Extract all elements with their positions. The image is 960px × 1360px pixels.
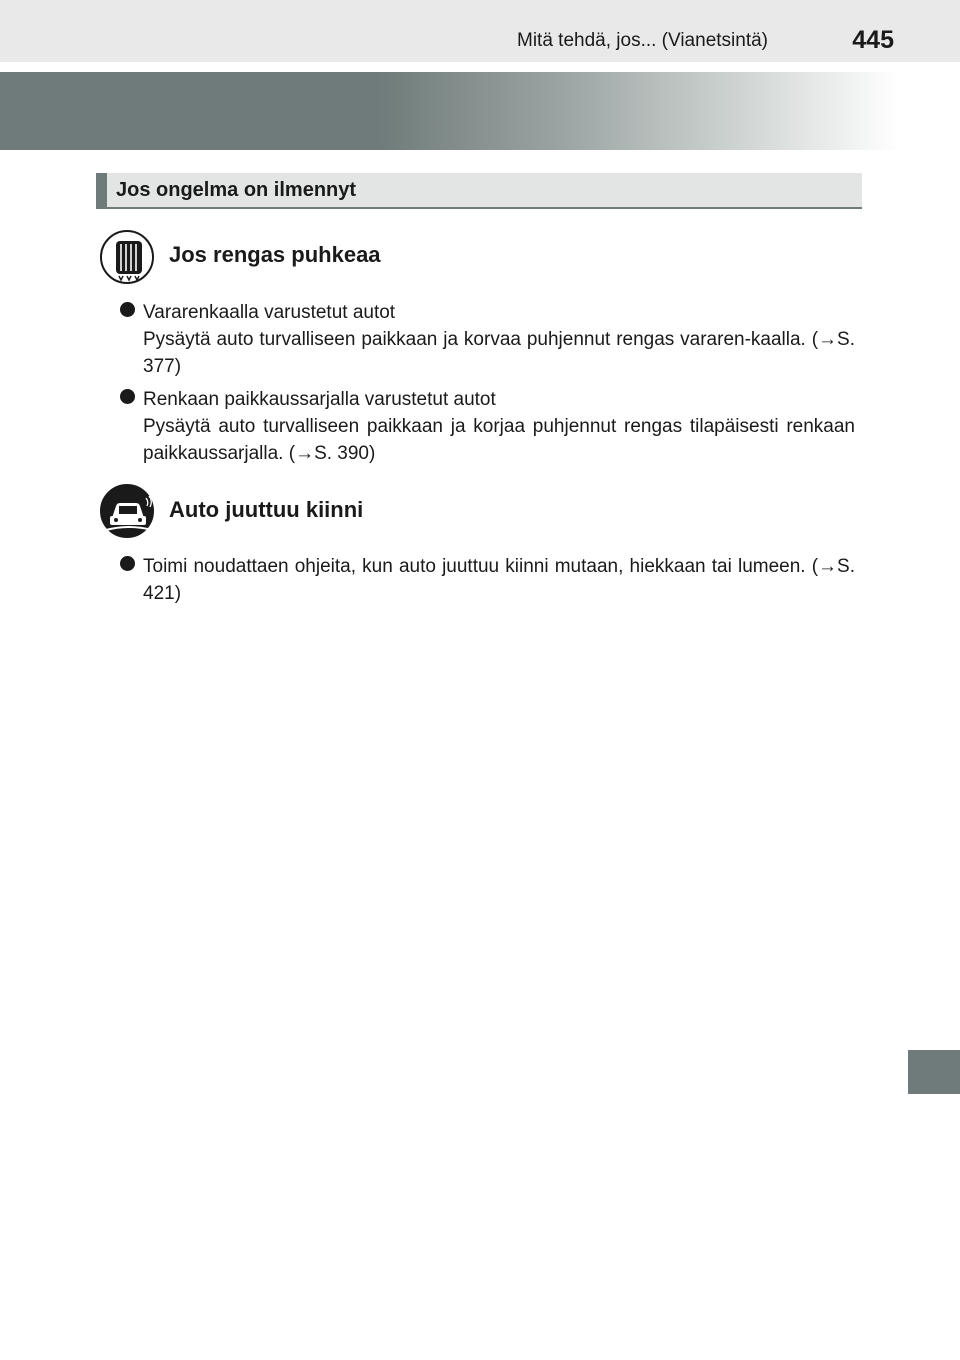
section-header <box>96 173 862 209</box>
item-title: Renkaan paikkaussarjalla varustetut autot <box>143 389 496 410</box>
chapter-title: Mitä tehdä, jos... (Vianetsintä) <box>517 30 768 51</box>
tire-icon <box>100 230 154 284</box>
item-text: Pysäytä auto turvalliseen paikkaan ja korvaa puhjennut rengas vararen-kaalla. (→S. 377) <box>143 329 855 377</box>
subsection-heading-flat-tire: Jos rengas puhkeaa <box>169 242 381 267</box>
stuck-car-icon <box>100 484 154 538</box>
page-header-band <box>0 0 960 62</box>
item-text: Pysäytä auto turvalliseen paikkaan ja korjaa puhjennut rengas tilapäisesti renkaan paikkaussarjalla. (→S. 390) <box>143 416 855 464</box>
item-text: Toimi noudattaen ohjeita, kun auto juuttuu kiinni mutaan, hiekkaan tai lumeen. (→S. 421) <box>143 556 855 604</box>
page-number: 445 <box>852 26 894 54</box>
list-item <box>120 299 855 380</box>
bullet-icon <box>120 302 135 317</box>
section-title: Jos ongelma on ilmennyt <box>116 179 357 201</box>
chapter-banner <box>0 72 900 150</box>
list-item <box>120 553 855 607</box>
subsection-heading-stuck-car: Auto juuttuu kiinni <box>169 497 364 522</box>
bullet-icon <box>120 556 135 571</box>
chapter-side-tab <box>908 1050 960 1094</box>
bullet-icon <box>120 389 135 404</box>
list-item <box>120 386 855 467</box>
item-title: Vararenkaalla varustetut autot <box>143 302 396 323</box>
